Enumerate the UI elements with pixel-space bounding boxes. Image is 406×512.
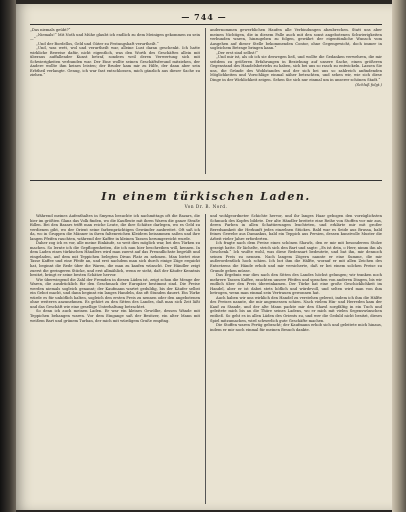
paragraph: Während meines Aufenthaltes in Smyrna besuchte ich nachmittags oft die Bazars, die hier im größten Glanz das Volk finden, wo die Kaufleute mit ihren Waren die ganze Straße füllen. Bei den Bazars trifft man reiche Leute, die ihre Schätze darlegen, wo es Geld zu verdienen gibt, wo der Orient seine farbenprächtigen Gewänder ausbreitet. Oft saß ich da, wo in Gruppen die Männer in ihren faltenreichen Kleidern beisammen saßen und ihre langen Pfeifen rauchten, während der Kaffee in kleinen Tassen herumgereicht wurde. [30, 214, 200, 241]
page-edges [392, 0, 406, 512]
section-rule [30, 180, 382, 181]
paragraph: „Und mir ist, als ob ich sie deswegen ließ, und wollte die Gedanken verwehren, die mir seitdem zu größeren Erfahrungen in Beziehung auf unsere Sache, einen größeren Gegenstand des Handelsbetriebs zu haben, sich bei uns so rasch zu entwickeln. Lassen Sie uns, die Gründe des Wohlstandes und der sich bei uns so zahlreich anfindenden Möglichkeiten und Vorschläge einmal näher betrachten, und sehen wir, wie sich diese Dinge in der Wirklichkeit zeigen. Sehen Sie sich nur einmal um in unserer schönen Stadt.“ [210, 55, 382, 83]
paragraph: „Und, was wett, wol und verurtheilt war, alleine Lust daran geschenkt. Ich hatte wirkliche Beweise dafür, nicht eigentlich, was den Worth des Geschäftes allein mit überaus auffallender Kunst betraf, sondern weil deren Verwertung sich mit Schwierigkeiten verbunden war. Der Eine wollte seinen Geschäftsfreund mitziehen, der Andere wollte ihm keines leisten; der Bruder kam mir zu Hilfe, der dann aber sein Erbtheil verlangte. Genug, ich war fast entschlossen, mich gänzlich aus dieser Sache zu ziehen.“ [30, 46, 200, 78]
paragraph: „Niemals!“ Mit Noth und Mühe glaubt ich endlich zu dem Meinigen gekommen zu sein —“ [30, 32, 200, 42]
book-spine [0, 0, 16, 512]
paragraph: andernommen gewerblichen Haufen alle Verbindungen abzubrechen. Statt uns aber meinen Nichtigen, die in diesem Falle auch mit den sonst angebotenen Schwierigkeiten verbunden waren, hinzugeben zu folgen, gewährt der eigentümliche Wunsch vom Ausgehen auf dieser Stelle bekommenden Contor, ohne Gegengewicht, doch immer in sogleichem Betrage bringen kann.“ [210, 28, 382, 51]
paragraph: So denn ich auch meinen Laden. Er war ein kleines Gewölbe, dessen Wände mit Teppichen behangen waren. Vor dem Eingange saß der Besitzer, ein alter Mann mit weißem Bart und grünem Turban, der mich mit würdigem Gruße empfing. [30, 309, 200, 323]
paragraph: „Der erst sind selbst!“ [216, 50, 258, 55]
paragraph: „Das niemals geübt?“ [30, 28, 71, 32]
paragraph: Daher zog ich es vor, alle meine Einkäufe, so weit dies möglich war, bei den Türken zu machen. So lernte ich die Gepflogenheiten, die ich nun hier beschreiben will, kennen. In dem Laden eines türkischen Händlers wird man zuerst auf das Freundlichste begrüßt und eingeladen, auf dem mit Teppichen belegten Divan Platz zu nehmen. Man bietet eine Tasse Kaffee und eine Pfeife an, und erst nachdem man sich durch einige Züge erquickt hat, beginnt die Rede über die Waren, die man zu kaufen wünscht. Der Händler zeigt zuerst die geringeren Stücke, und erst allmählich, wenn er sieht, daß der Käufer Kenntnis besitzt, bringt er seine besten Schätze hervor. [30, 241, 200, 278]
column-divider [205, 214, 206, 504]
article-headline: In einem türkischen Laden. [101, 190, 311, 203]
bottom-left-column [30, 214, 200, 506]
paragraph: Die Stoffen waren Fertig gebracht; der Kaufmann erhob sich und geleitete mich hinaus, indem er mir noch einmal für meinen Besuch dankte. [210, 323, 382, 332]
bottom-right-column [210, 214, 382, 506]
column-divider [205, 28, 206, 174]
page-number: — 744 — [181, 12, 227, 22]
top-left-column [30, 28, 200, 168]
paragraph: Auch haben wir uns wirklich den Handel zu verstehen gelernt, indem ich ihm die Hälfte des Preises nannte, die mir angemessen schien. Nach vielem Hin- und Herreden kam der Kauf zu Stande, und der alte Mann packte mir den Shawl sorgfältig in ein Tuch und geleitete mich bis an die Thüre seines Ladens, wo er mich mit vielen Segenswünschen entließ. So geht es in allen Läden des Orients zu, und wer die Geduld nicht besitzt, dieses Spiel mitzumachen, wird schwerlich gute Geschäfte machen. [210, 295, 382, 323]
article-author: Von Dr. B. Nord. [184, 204, 228, 209]
paragraph: „Und der Bordellos, Geld und Güter zu Festungshaft verurtheilt.“ [36, 41, 159, 46]
header-rule [30, 24, 382, 25]
paragraph: und wohlgeordneter Schichte hervor, und ihr langes Haar gebogen den vorzüglichsten Schmuck des Kopfes bildete. Der alte Händler breitete eine Reihe von Stoffen vor mir aus, deren Farben in allen Schattierungen leuchteten, und erklärte mir mit großer Beredsamkeit die Herkunft jedes einzelnen Stückes. Bald war es Seide aus Brussa, bald feines Gewebe aus Damaskus, bald ein Teppich aus Persien, dessen kunstvolle Muster die Arbeit vieler Jahre erforderten. [210, 214, 382, 241]
book-page [16, 4, 392, 510]
paragraph: Ich fragte nach dem Preise eines schönen Shawls, den er mir mit besonderem Stolze gezeigt hatte. Er lächelte, strich sich den Bart und sagte: „Es ist dein, o Herr, nimm ihn als Geschenk.“ Ich wußte wohl, was diese Redensart bedeutete, und bat ihn, mir dennoch seinen Preis zu nennen. Nach langem Zögern nannte er eine Summe, die mir außerordentlich hoch schien. Ich bot ihm die Hälfte, worauf er mit allen Zeichen des Entsetzens die Hände erhob und mir versicherte, daß er bei einem solchen Preise zu Grunde gehen müsse. [210, 241, 382, 273]
continuation-note: (Schluß folgt.) [355, 82, 382, 87]
top-right-column [210, 28, 382, 168]
paragraph: Wie überwiegend die Zahl der Fremden in diesen Läden ist, zeigt schon die Menge der Waren, die ausdrücklich für den Geschmack der Europäer bestimmt sind. Die Preise werden niemals sogleich genannt; der Kaufmann wartet geduldig, bis der Käufer selbst ein Gebot macht, und dann beginnt ein langes Handeln, das oft Stunden dauert. Ein Türke würde es für unhöflich halten, sogleich den ersten Preis zu nennen oder den angebotenen ohne weiteres anzunehmen. Es gehört zu den Sitten des Landes, daß man sich Zeit läßt und das Geschäft wie eine gesellige Unterhaltung betrachtet. [30, 277, 200, 309]
paragraph: Das Ergebnis war dies nach den Sitten des Landes höchst gelungen; wir tranken noch mehrere Tassen Kaffee, rauchten unsere Pfeifen und sprachen von anderen Dingen, bis wir endlich über den Preis übereinkamen. Der Türke hat eine große Geschicklichkeit im Handel, aber er ist dabei stets höflich und würdevoll, und selten wird man von ihm betrogen, wenn man einmal sein Vertrauen gewonnen hat. [210, 273, 382, 296]
